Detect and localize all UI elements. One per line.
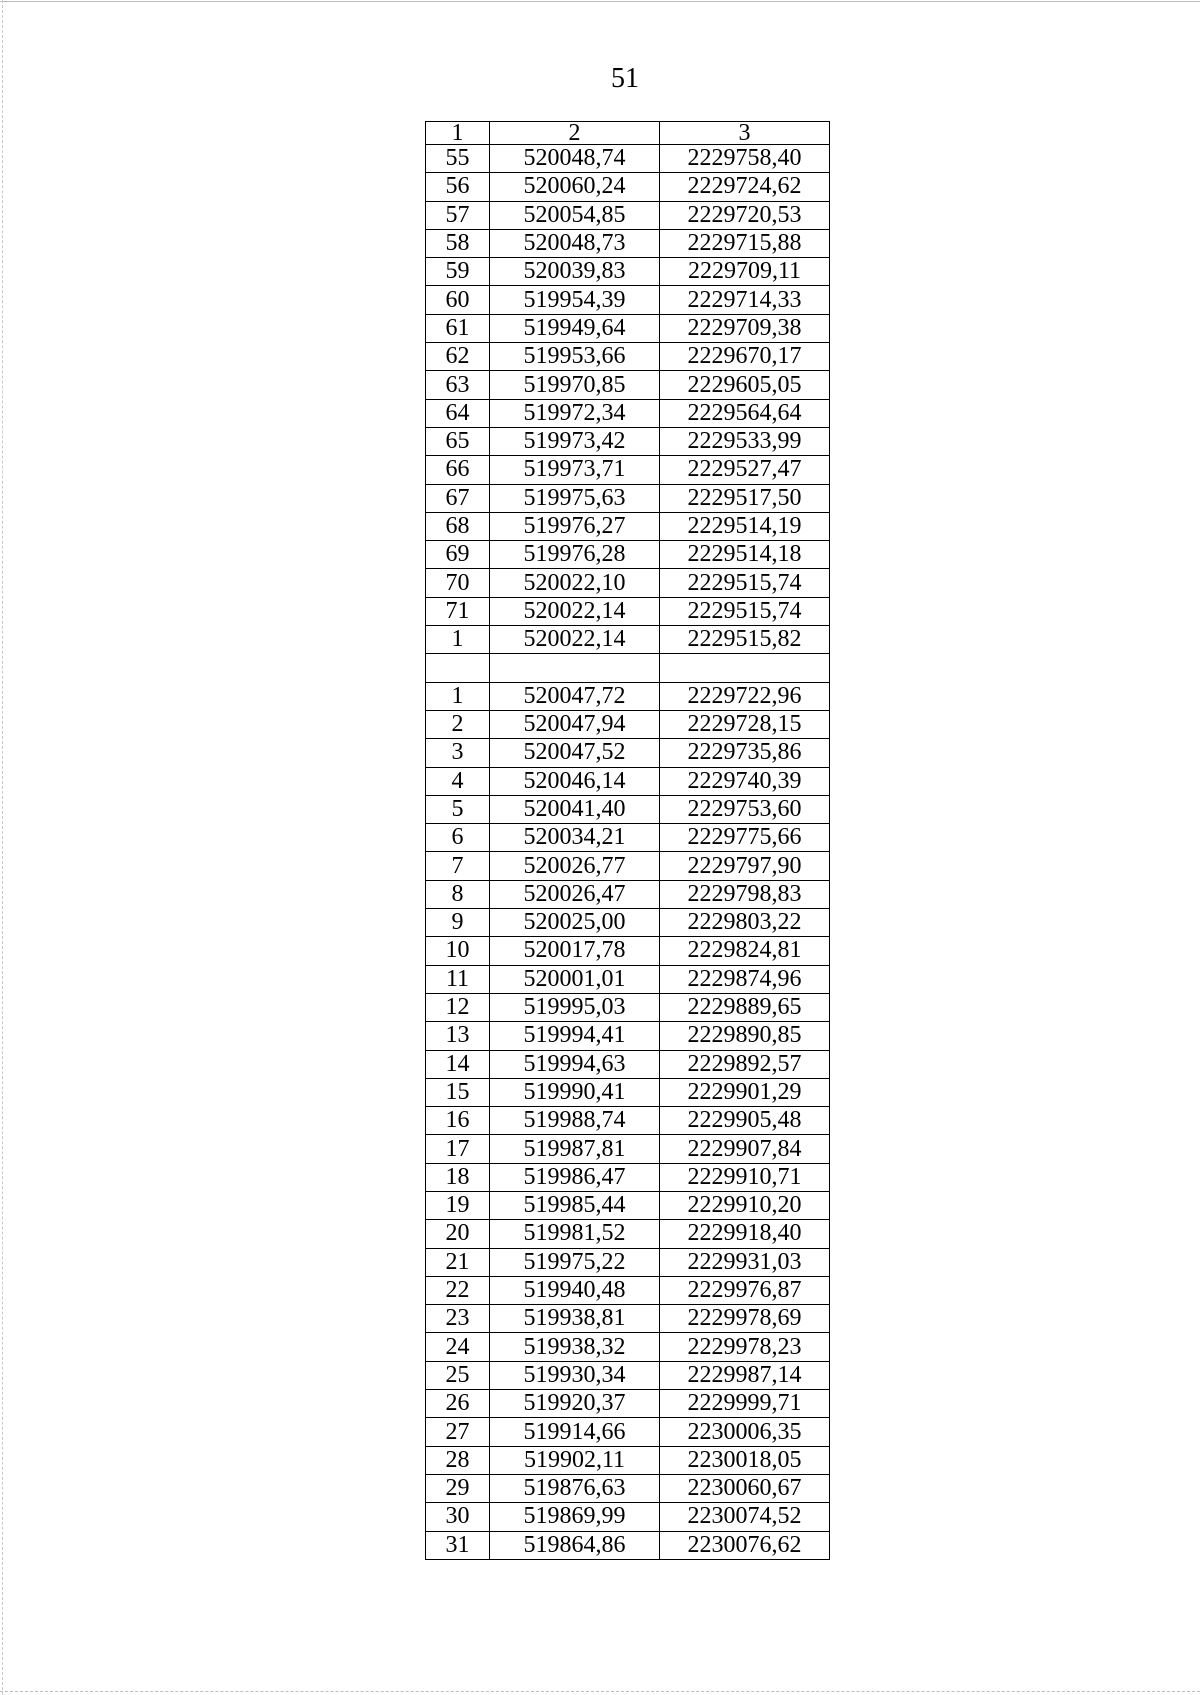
cell-x-coordinate: 520047,94 (490, 710, 660, 738)
table-row (426, 456, 830, 484)
cell-point-number: 11 (426, 965, 490, 993)
table-row (426, 1191, 830, 1219)
cell-x-coordinate: 519986,47 (490, 1163, 660, 1191)
cell-x-coordinate: 519940,48 (490, 1276, 660, 1304)
cell-y-coordinate: 2229797,90 (660, 852, 830, 880)
table-row (426, 1503, 830, 1531)
cell-point-number: 19 (426, 1191, 490, 1219)
cell-y-coordinate: 2229874,96 (660, 965, 830, 993)
cell-y-coordinate: 2229976,87 (660, 1276, 830, 1304)
cell-point-number: 28 (426, 1446, 490, 1474)
cell-point-number: 4 (426, 767, 490, 795)
table-row (426, 1531, 830, 1559)
cell-point-number: 7 (426, 852, 490, 880)
table-body (426, 145, 830, 1560)
column-header-point: 1 (426, 122, 490, 145)
cell-point-number: 31 (426, 1531, 490, 1559)
cell-y-coordinate: 2229533,99 (660, 427, 830, 455)
cell-point-number: 24 (426, 1333, 490, 1361)
cell-point-number: 58 (426, 229, 490, 257)
cell-y-coordinate: 2229720,53 (660, 201, 830, 229)
table-row (426, 1276, 830, 1304)
cell-y-coordinate: 2229728,15 (660, 710, 830, 738)
cell-x-coordinate: 519930,34 (490, 1361, 660, 1389)
cell-point-number: 16 (426, 1107, 490, 1135)
cell-y-coordinate: 2229798,83 (660, 880, 830, 908)
cell-x-coordinate: 519975,63 (490, 484, 660, 512)
cell-x-coordinate: 520026,77 (490, 852, 660, 880)
cell-y-coordinate: 2229715,88 (660, 229, 830, 257)
cell-point-number: 26 (426, 1390, 490, 1418)
cell-x-coordinate: 520022,10 (490, 569, 660, 597)
table-row (426, 1305, 830, 1333)
table-row (426, 371, 830, 399)
cell-point-number: 22 (426, 1276, 490, 1304)
cell-y-coordinate: 2229740,39 (660, 767, 830, 795)
table-row (426, 880, 830, 908)
cell-point-number: 3 (426, 739, 490, 767)
cell-point-number: 1 (426, 682, 490, 710)
cell-point-number: 23 (426, 1305, 490, 1333)
table-row (426, 965, 830, 993)
table-row (426, 852, 830, 880)
cell-point-number: 56 (426, 173, 490, 201)
cell-y-coordinate: 2230018,05 (660, 1446, 830, 1474)
cell-x-coordinate: 519949,64 (490, 314, 660, 342)
cell-y-coordinate: 2229714,33 (660, 286, 830, 314)
cell-x-coordinate: 519970,85 (490, 371, 660, 399)
table-row (426, 569, 830, 597)
cell-point-number: 70 (426, 569, 490, 597)
cell-x-coordinate: 520022,14 (490, 626, 660, 654)
cell-x-coordinate: 520060,24 (490, 173, 660, 201)
column-header-y: 3 (660, 122, 830, 145)
cell-point-number: 62 (426, 343, 490, 371)
cell-x-coordinate: 519869,99 (490, 1503, 660, 1531)
cell-y-coordinate: 2229515,82 (660, 626, 830, 654)
cell-y-coordinate: 2229890,85 (660, 1022, 830, 1050)
cell-x-coordinate: 519920,37 (490, 1390, 660, 1418)
cell-y-coordinate: 2229735,86 (660, 739, 830, 767)
cell-point-number: 10 (426, 937, 490, 965)
cell-point-number: 2 (426, 710, 490, 738)
table-row (426, 258, 830, 286)
cell-y-coordinate: 2229564,64 (660, 399, 830, 427)
cell-x-coordinate: 520025,00 (490, 909, 660, 937)
cell-point-number: 67 (426, 484, 490, 512)
table-row (426, 1474, 830, 1502)
table-row (426, 1078, 830, 1106)
table-row (426, 173, 830, 201)
cell-point-number: 18 (426, 1163, 490, 1191)
table-row (426, 739, 830, 767)
cell-y-coordinate: 2229910,20 (660, 1191, 830, 1219)
cell-x-coordinate: 519864,86 (490, 1531, 660, 1559)
cell-y-coordinate: 2229901,29 (660, 1078, 830, 1106)
cell-x-coordinate: 519987,81 (490, 1135, 660, 1163)
table-row (426, 427, 830, 455)
table-row (426, 1390, 830, 1418)
page-number: 51 (611, 63, 639, 94)
scan-edge-bottom (0, 1691, 1200, 1692)
cell-y-coordinate: 2229999,71 (660, 1390, 830, 1418)
cell-x-coordinate: 520001,01 (490, 965, 660, 993)
table-row (426, 1135, 830, 1163)
cell-y-coordinate: 2229775,66 (660, 824, 830, 852)
cell-x-coordinate (490, 654, 660, 682)
cell-x-coordinate: 519914,66 (490, 1418, 660, 1446)
cell-y-coordinate: 2229918,40 (660, 1220, 830, 1248)
cell-y-coordinate: 2230074,52 (660, 1503, 830, 1531)
table-row (426, 541, 830, 569)
cell-y-coordinate: 2229978,23 (660, 1333, 830, 1361)
cell-x-coordinate: 520048,73 (490, 229, 660, 257)
table-row (426, 1050, 830, 1078)
cell-x-coordinate: 519994,41 (490, 1022, 660, 1050)
cell-y-coordinate: 2230060,67 (660, 1474, 830, 1502)
cell-y-coordinate: 2229931,03 (660, 1248, 830, 1276)
cell-point-number: 64 (426, 399, 490, 427)
table-row (426, 597, 830, 625)
cell-x-coordinate: 519938,81 (490, 1305, 660, 1333)
table-row (426, 1107, 830, 1135)
table-row (426, 909, 830, 937)
cell-x-coordinate: 519990,41 (490, 1078, 660, 1106)
cell-point-number: 14 (426, 1050, 490, 1078)
table-row (426, 1333, 830, 1361)
cell-point-number: 61 (426, 314, 490, 342)
cell-x-coordinate: 519995,03 (490, 993, 660, 1021)
cell-point-number: 68 (426, 512, 490, 540)
cell-y-coordinate: 2229515,74 (660, 569, 830, 597)
cell-y-coordinate: 2229517,50 (660, 484, 830, 512)
cell-y-coordinate: 2230006,35 (660, 1418, 830, 1446)
table-row (426, 201, 830, 229)
cell-x-coordinate: 519954,39 (490, 286, 660, 314)
cell-y-coordinate: 2229892,57 (660, 1050, 830, 1078)
coordinates-table (425, 121, 830, 1560)
cell-y-coordinate: 2229709,11 (660, 258, 830, 286)
cell-y-coordinate: 2229527,47 (660, 456, 830, 484)
scan-edge-top (0, 1, 1200, 2)
cell-y-coordinate: 2229514,19 (660, 512, 830, 540)
cell-y-coordinate: 2229987,14 (660, 1361, 830, 1389)
cell-x-coordinate: 519938,32 (490, 1333, 660, 1361)
cell-point-number: 21 (426, 1248, 490, 1276)
cell-x-coordinate: 519902,11 (490, 1446, 660, 1474)
table-row (426, 1418, 830, 1446)
cell-point-number: 60 (426, 286, 490, 314)
cell-point-number: 12 (426, 993, 490, 1021)
cell-y-coordinate: 2229514,18 (660, 541, 830, 569)
cell-y-coordinate: 2229905,48 (660, 1107, 830, 1135)
table-row (426, 654, 830, 682)
cell-point-number: 9 (426, 909, 490, 937)
cell-x-coordinate: 520034,21 (490, 824, 660, 852)
cell-y-coordinate: 2229758,40 (660, 145, 830, 173)
cell-x-coordinate: 519973,71 (490, 456, 660, 484)
cell-x-coordinate: 520017,78 (490, 937, 660, 965)
cell-x-coordinate: 519975,22 (490, 1248, 660, 1276)
cell-point-number: 69 (426, 541, 490, 569)
cell-point-number: 1 (426, 626, 490, 654)
cell-point-number: 15 (426, 1078, 490, 1106)
cell-x-coordinate: 519985,44 (490, 1191, 660, 1219)
cell-point-number: 17 (426, 1135, 490, 1163)
cell-x-coordinate: 520047,52 (490, 739, 660, 767)
table-row (426, 484, 830, 512)
cell-x-coordinate: 519976,27 (490, 512, 660, 540)
table-row (426, 1220, 830, 1248)
cell-x-coordinate: 519988,74 (490, 1107, 660, 1135)
cell-y-coordinate: 2229824,81 (660, 937, 830, 965)
table-row (426, 343, 830, 371)
cell-x-coordinate: 520022,14 (490, 597, 660, 625)
table-row (426, 314, 830, 342)
cell-point-number: 13 (426, 1022, 490, 1050)
cell-x-coordinate: 520039,83 (490, 258, 660, 286)
table-row (426, 229, 830, 257)
cell-y-coordinate: 2229670,17 (660, 343, 830, 371)
cell-x-coordinate: 519973,42 (490, 427, 660, 455)
cell-y-coordinate: 2229722,96 (660, 682, 830, 710)
cell-point-number: 30 (426, 1503, 490, 1531)
table-row (426, 626, 830, 654)
cell-x-coordinate: 519876,63 (490, 1474, 660, 1502)
table-row (426, 795, 830, 823)
column-header-x: 2 (490, 122, 660, 145)
cell-y-coordinate: 2229889,65 (660, 993, 830, 1021)
cell-y-coordinate (660, 654, 830, 682)
table-row (426, 1022, 830, 1050)
cell-y-coordinate: 2229907,84 (660, 1135, 830, 1163)
cell-point-number: 55 (426, 145, 490, 173)
cell-x-coordinate: 519994,63 (490, 1050, 660, 1078)
table-row (426, 767, 830, 795)
table-row (426, 993, 830, 1021)
cell-y-coordinate: 2230076,62 (660, 1531, 830, 1559)
cell-y-coordinate: 2229709,38 (660, 314, 830, 342)
cell-x-coordinate: 519953,66 (490, 343, 660, 371)
table-row (426, 1163, 830, 1191)
table-row (426, 399, 830, 427)
cell-point-number: 20 (426, 1220, 490, 1248)
cell-point-number: 8 (426, 880, 490, 908)
cell-x-coordinate: 519976,28 (490, 541, 660, 569)
cell-y-coordinate: 2229515,74 (660, 597, 830, 625)
cell-point-number: 5 (426, 795, 490, 823)
cell-y-coordinate: 2229978,69 (660, 1305, 830, 1333)
table-row (426, 1248, 830, 1276)
cell-point-number: 6 (426, 824, 490, 852)
table-header (426, 122, 830, 145)
table-row (426, 710, 830, 738)
table-row (426, 512, 830, 540)
cell-point-number: 71 (426, 597, 490, 625)
cell-x-coordinate: 519972,34 (490, 399, 660, 427)
table-row (426, 145, 830, 173)
cell-point-number (426, 654, 490, 682)
cell-x-coordinate: 520047,72 (490, 682, 660, 710)
table-row (426, 1446, 830, 1474)
table-row (426, 824, 830, 852)
cell-point-number: 27 (426, 1418, 490, 1446)
cell-point-number: 25 (426, 1361, 490, 1389)
cell-point-number: 57 (426, 201, 490, 229)
cell-point-number: 66 (426, 456, 490, 484)
cell-y-coordinate: 2229910,71 (660, 1163, 830, 1191)
cell-y-coordinate: 2229753,60 (660, 795, 830, 823)
cell-point-number: 59 (426, 258, 490, 286)
cell-point-number: 65 (426, 427, 490, 455)
cell-y-coordinate: 2229605,05 (660, 371, 830, 399)
cell-x-coordinate: 520048,74 (490, 145, 660, 173)
cell-x-coordinate: 520046,14 (490, 767, 660, 795)
table-row (426, 937, 830, 965)
table-row (426, 286, 830, 314)
cell-x-coordinate: 520041,40 (490, 795, 660, 823)
cell-point-number: 63 (426, 371, 490, 399)
cell-point-number: 29 (426, 1474, 490, 1502)
cell-y-coordinate: 2229803,22 (660, 909, 830, 937)
scan-edge-left (2, 0, 3, 1695)
cell-y-coordinate: 2229724,62 (660, 173, 830, 201)
header-row (426, 122, 830, 145)
cell-x-coordinate: 520026,47 (490, 880, 660, 908)
table-row (426, 1361, 830, 1389)
table-row (426, 682, 830, 710)
cell-x-coordinate: 520054,85 (490, 201, 660, 229)
cell-x-coordinate: 519981,52 (490, 1220, 660, 1248)
